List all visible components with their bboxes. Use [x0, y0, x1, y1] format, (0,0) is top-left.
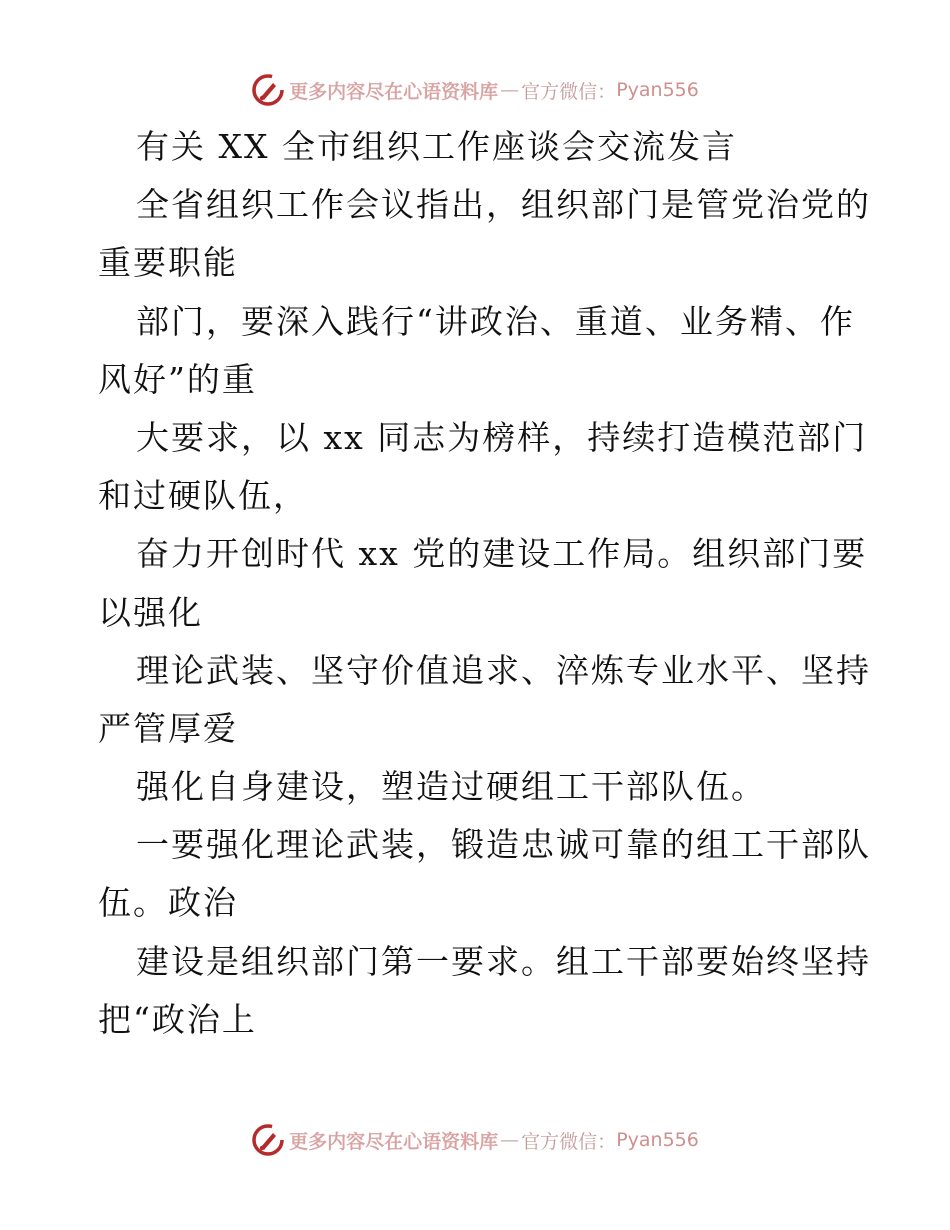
paragraph-line: 奋力开创时代 xx 党的建设工作局。组织部门要: [136, 534, 868, 574]
paragraph-line: 全省组织工作会议指出，组织部门是管党治党的: [136, 185, 871, 225]
paragraph-line: 把“政治上: [98, 999, 257, 1039]
banner-wechat-label: 官方微信：: [521, 80, 617, 103]
red-circle-pen-logo-icon: [251, 73, 285, 107]
document-title: 有关 XX 全市组织工作座谈会交流发言: [136, 127, 737, 166]
red-circle-pen-logo-icon: [251, 1123, 285, 1157]
paragraph-line: 伍。政治: [98, 883, 238, 923]
paragraph-line: 部门，要深入践行“讲政治、重道、业务精、作: [136, 301, 855, 341]
banner-separator: —: [500, 79, 520, 101]
paragraph-line: 风好”的重: [98, 359, 257, 399]
paragraph-line: 和过硬队伍，: [98, 476, 308, 516]
document-body: [98, 118, 871, 1049]
banner-separator: —: [500, 1129, 520, 1151]
banner-site-text: 更多内容尽在心语资料库: [289, 1130, 499, 1153]
paragraph-line: 强化自身建设，塑造过硬组工干部队伍。: [136, 767, 766, 807]
header-watermark-banner: [0, 70, 950, 110]
paragraph-line: 一要强化理论武装，锻造忠诚可靠的组工干部队: [136, 825, 871, 865]
paragraph-line: 大要求，以 xx 同志为榜样，持续打造模范部门: [136, 417, 868, 457]
banner-site-text: 更多内容尽在心语资料库: [289, 80, 499, 103]
banner-wechat-id: Pyan556: [616, 79, 699, 101]
banner-wechat-id: Pyan556: [616, 1129, 699, 1151]
paragraph-line: 以强化: [98, 592, 203, 632]
banner-wechat-label: 官方微信：: [521, 1130, 617, 1153]
paragraph-line: 建设是组织部门第一要求。组工干部要始终坚持: [136, 941, 871, 981]
paragraph-line: 理论武装、坚守价值追求、淬炼专业水平、坚持: [136, 650, 871, 690]
paragraph-line: 严管厚爱: [98, 708, 238, 748]
footer-watermark-banner: [0, 1120, 950, 1160]
paragraph-line: 重要职能: [98, 243, 238, 283]
